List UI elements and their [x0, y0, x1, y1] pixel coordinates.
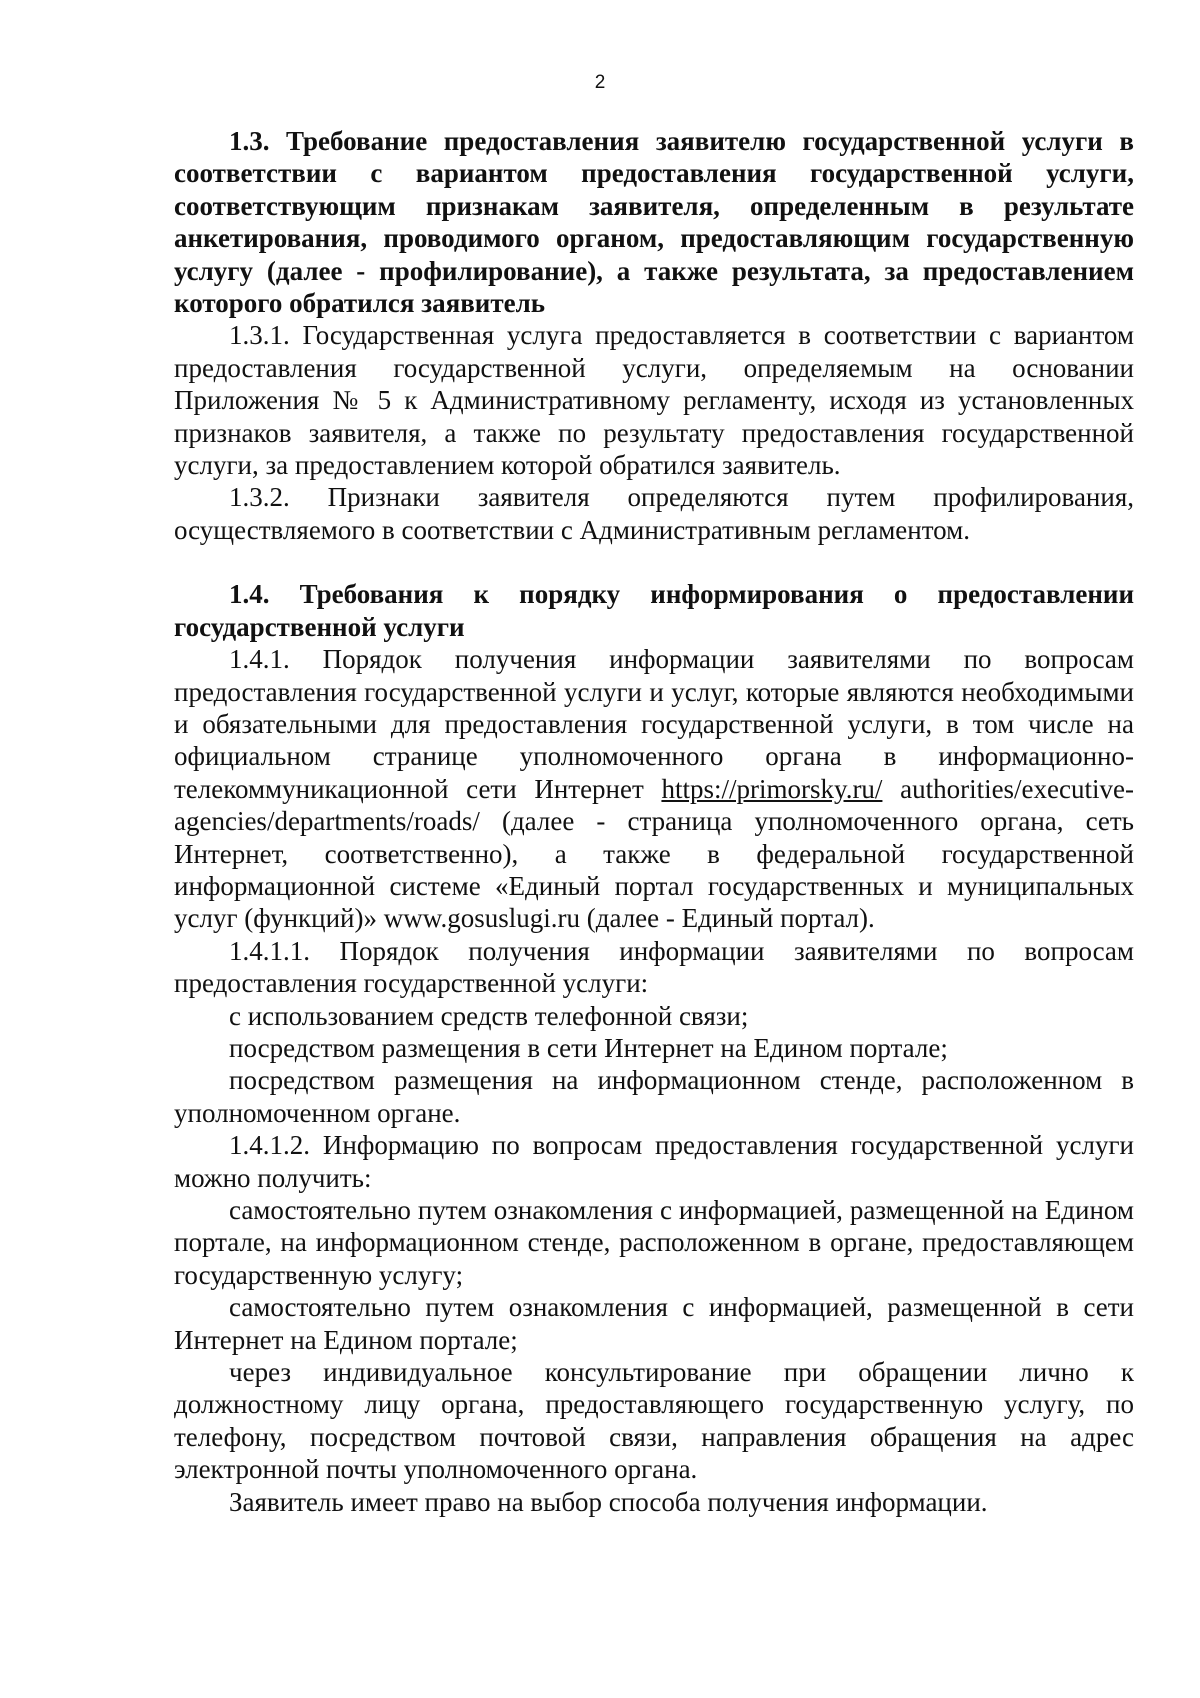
paragraph-self-internet: самостоятельно путем ознакомления с информацией, размещенной в сети Интернет на Едином портале; [174, 1292, 1134, 1355]
paragraph-1-3-2: 1.3.2. Признаки заявителя определяются путем профилирования, осуществляемого в соответствии с Административным регламентом. [174, 482, 1134, 545]
paragraph-phone: с использованием средств телефонной связи; [229, 1000, 749, 1031]
paragraph-stand: посредством размещения на информационном стенде, расположенном в уполномоченном органе. [174, 1065, 1134, 1128]
paragraph-1-4-1-text-start: 1.4.1. Порядок получения информации заявителями по вопросам предоставления государственной услуги и услуг, которые являются необходимыми и обязательными для предоставления государственной услуги, в том числе на официальном странице уполномоченного органа в информационно-телекоммуникационной сети Интернет [174, 644, 1134, 804]
section-heading-1-4: 1.4. Требования к порядку информирования о предоставлении государственной услуги [174, 579, 1134, 642]
paragraph-1-4-1-text-end: authorities/executive-agencies/departments/roads/ (далее - страница уполномоченного органа, сеть Интернет, соответственно), а также в федеральной государственной информационной системе «Единый портал государственных и муниципальных услуг (функций)» www.gosuslugi.ru (далее - Единый портал). [174, 773, 1134, 934]
page-number: 2 [594, 72, 606, 93]
paragraph-choice: Заявитель имеет право на выбор способа получения информации. [229, 1486, 988, 1517]
section-heading-1-3: 1.3. Требование предоставления заявителю государственной услуги в соответствии с вариантом предоставления государственной услуги, соответствующим признакам заявителя, определенным в результате анкетирования, проводимого органом, предоставляющим государственную услугу (далее - профилирование), а также результата, за предоставлением которого обратился заявитель [174, 126, 1134, 319]
paragraph-1-3-1: 1.3.1. Государственная услуга предоставляется в соответствии с вариантом предоставления государственной услуги, определяемым на основании Приложения № 5 к Административному регламенту, исходя из установленных признаков заявителя, а также по результату предоставления государственной услуги, за предоставлением которой обратился заявитель. [174, 320, 1134, 481]
paragraph-1-4-1-1: 1.4.1.1. Порядок получения информации заявителями по вопросам предоставления государственной услуги: [174, 935, 1134, 999]
paragraph-1-4-1-2: 1.4.1.2. Информацию по вопросам предоставления государственной услуги можно получить: [174, 1130, 1134, 1193]
paragraph-self-portal-stand: самостоятельно путем ознакомления с информацией, размещенной на Едином портале, на информационном стенде, расположенном в органе, предоставляющем государственную услугу; [174, 1195, 1134, 1290]
paragraph-internet: посредством размещения в сети Интернет на Едином портале; [229, 1032, 948, 1063]
primorsky-link[interactable]: https://primorsky.ru/ [661, 773, 883, 804]
paragraph-consultation: через индивидуальное консультирование при обращении лично к должностному лицу органа, предоставляющего государственную услугу, по телефону, посредством почтовой связи, направления обращения на адрес электронной почты уполномоченного органа. [174, 1357, 1134, 1485]
document-body [174, 125, 1134, 1518]
paragraph-1-4-1 [174, 643, 1134, 935]
